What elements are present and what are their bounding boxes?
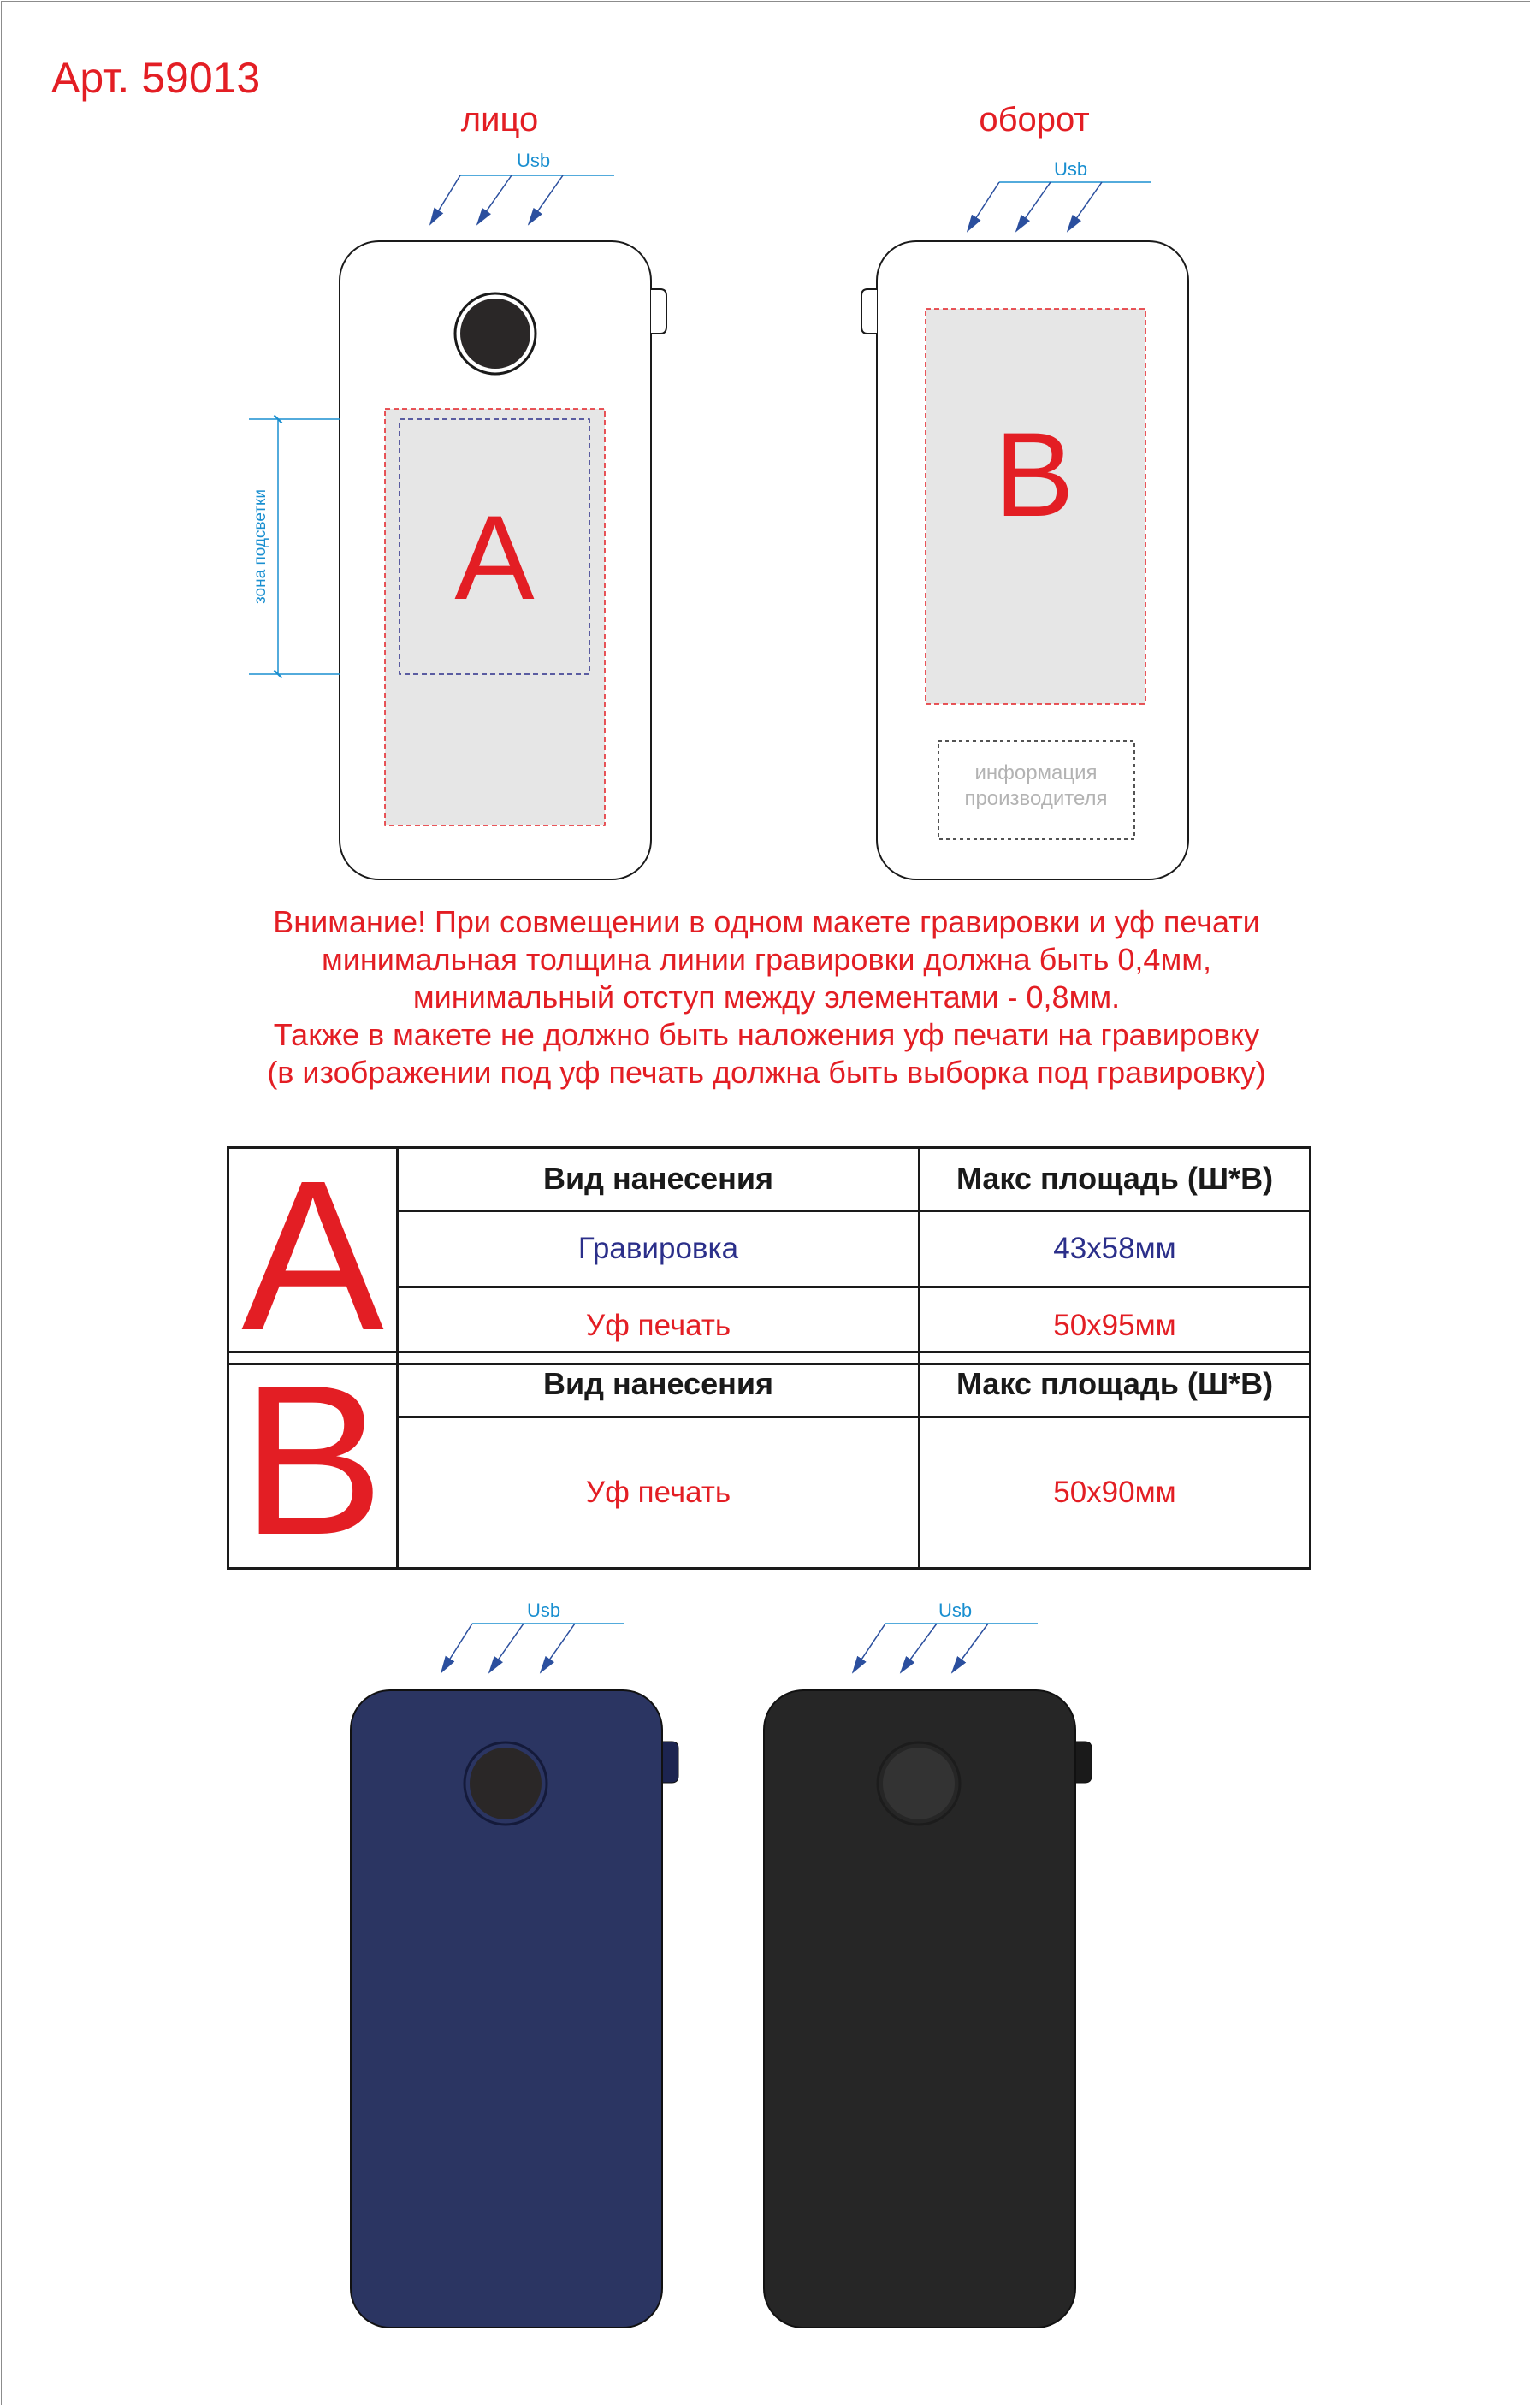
- table-a-method-header: Вид нанесения: [398, 1148, 920, 1211]
- warning-line-5: (в изображении под уф печать должна быть выборка под гравировку): [267, 1055, 1266, 1090]
- backlight-zone-label: зона подсветки: [252, 489, 269, 604]
- usb-label-navy: Usb: [527, 1600, 561, 1621]
- table-b-method-uv: Уф печать: [398, 1417, 920, 1568]
- article-number: Арт. 59013: [51, 54, 261, 102]
- back-view-label: оборот: [979, 101, 1090, 139]
- usb-arrows-black: [853, 1624, 1038, 1672]
- zone-a-letter: A: [454, 490, 535, 624]
- spec-table-b: [227, 1340, 1311, 1579]
- manufacturer-info-line-1: информация: [974, 761, 1098, 784]
- spec-table-a: [227, 1136, 1311, 1375]
- usb-arrows-navy: [441, 1624, 624, 1672]
- usb-label-front: Usb: [517, 150, 551, 171]
- device-black: [764, 1690, 1092, 2328]
- table-b-letter: B: [228, 1352, 398, 1569]
- table-b-area-uv: 50x90мм: [920, 1417, 1311, 1568]
- warning-note: [128, 903, 1405, 1092]
- table-a-method-engraving: Гравировка: [398, 1210, 920, 1287]
- front-button-icon: [460, 299, 530, 369]
- table-b-area-header: Макс площадь (Ш*В): [920, 1352, 1311, 1417]
- warning-line-3: минимальный отступ между элементами - 0,8мм.: [412, 979, 1121, 1015]
- manufacturer-info-line-2: производителя: [964, 787, 1108, 810]
- warning-line-4: Также в макете не должно быть наложения уф печати на гравировку: [273, 1017, 1260, 1052]
- usb-arrows-back: [968, 182, 1151, 231]
- table-a-method-uv: Уф печать: [398, 1287, 920, 1364]
- table-a-area-uv: 50x95мм: [920, 1287, 1311, 1364]
- warning-line-2: минимальная толщина линии гравировки должна быть 0,4мм,: [322, 942, 1211, 977]
- table-b-method-header: Вид нанесения: [398, 1352, 920, 1417]
- warning-line-1: Внимание! При совмещении в одном макете гравировки и уф печати: [273, 904, 1260, 939]
- usb-label-black: Usb: [938, 1600, 973, 1621]
- device-navy: [351, 1690, 678, 2328]
- table-a-letter: A: [228, 1148, 398, 1364]
- table-a-area-header: Макс площадь (Ш*В): [920, 1148, 1311, 1211]
- table-a-area-engraving: 43x58мм: [920, 1210, 1311, 1287]
- usb-label-back: Usb: [1054, 158, 1088, 180]
- zone-b-letter: B: [994, 407, 1074, 541]
- front-view-label: лицо: [460, 101, 539, 139]
- usb-arrows-front: [430, 175, 614, 224]
